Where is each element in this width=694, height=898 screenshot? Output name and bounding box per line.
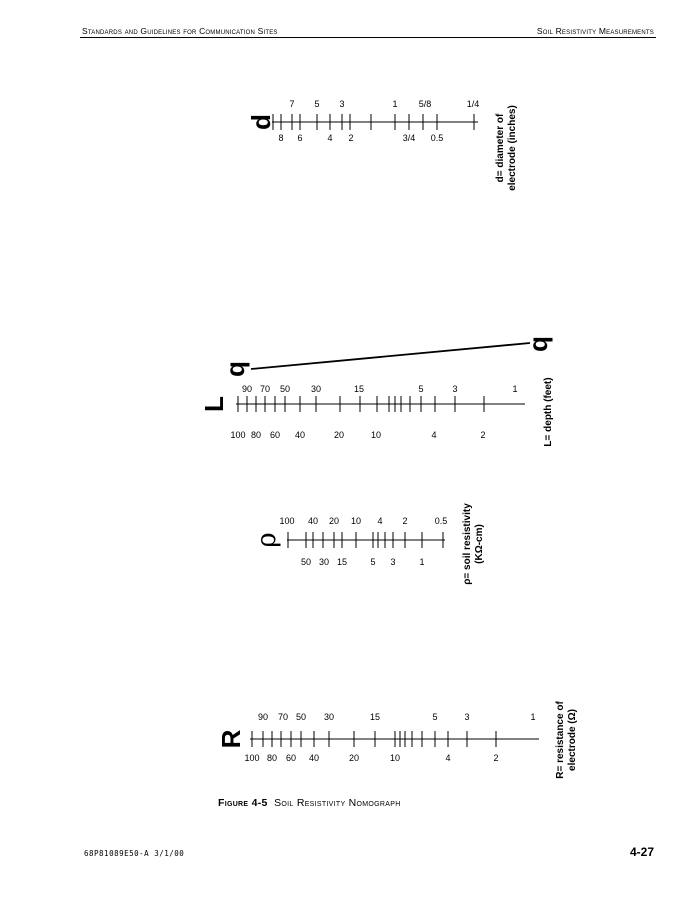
tick-label: 40 xyxy=(307,516,319,526)
tick-label: 10 xyxy=(389,753,401,763)
tick-label: 80 xyxy=(266,753,278,763)
tick-label: 7 xyxy=(289,99,295,109)
tick-label: 90 xyxy=(257,712,269,722)
tick-label: 4 xyxy=(445,753,451,763)
tick-label: 90 xyxy=(241,384,253,394)
scale-L-top-labels xyxy=(242,384,518,394)
tick-label: 15 xyxy=(336,557,348,567)
scale-L-bottom-labels xyxy=(230,430,485,440)
tick-label: 100 xyxy=(279,516,295,526)
tick-label: 3/4 xyxy=(402,133,416,143)
tick-label: 20 xyxy=(333,430,345,440)
scale-L-title: L= depth (feet) xyxy=(543,377,554,447)
scale-R xyxy=(216,701,578,779)
tick-label: 8 xyxy=(278,133,284,143)
tick-label: 4 xyxy=(431,430,437,440)
tick-label: 5 xyxy=(370,557,376,567)
scale-d-bottom-labels xyxy=(278,133,443,143)
scale-rho xyxy=(252,503,485,585)
scale-d-title-line: d= diameter of xyxy=(495,113,506,183)
tick-label: 3 xyxy=(464,712,470,722)
scale-d-title xyxy=(495,105,518,191)
scale-L-symbol: L xyxy=(198,396,229,412)
figure-number: Figure 4-5 xyxy=(218,797,268,809)
tick-label: 3 xyxy=(390,557,396,567)
tick-label: 100 xyxy=(244,753,260,763)
figure-title: Soil Resistivity Nomograph xyxy=(274,797,401,809)
tick-label: 30 xyxy=(323,712,335,722)
scale-rho-title xyxy=(462,503,485,585)
tick-label: 1 xyxy=(419,557,425,567)
tick-label: 10 xyxy=(350,516,362,526)
tick-label: 2 xyxy=(402,516,408,526)
scale-rho-top-labels xyxy=(279,516,447,526)
pivot-q-left: q xyxy=(219,361,250,377)
tick-label: 70 xyxy=(259,384,271,394)
scale-d-title-line: electrode (inches) xyxy=(507,105,518,191)
tick-label: 80 xyxy=(250,430,262,440)
pivot-q-right: q xyxy=(522,336,553,352)
tick-label: 15 xyxy=(353,384,365,394)
tick-label: 6 xyxy=(297,133,303,143)
tick-label: 5 xyxy=(418,384,424,394)
tick-label: 20 xyxy=(328,516,340,526)
scale-R-symbol: R xyxy=(215,729,246,749)
scale-R-title xyxy=(555,701,578,779)
tick-label: 0.5 xyxy=(434,516,448,526)
scale-R-title-line: R= resistance of xyxy=(555,701,566,779)
tick-label: 50 xyxy=(300,557,312,567)
tick-label: 50 xyxy=(295,712,307,722)
tick-label: 2 xyxy=(493,753,499,763)
scale-R-top-labels xyxy=(258,712,536,722)
scale-rho-title-line: ρ= soil resistivity xyxy=(462,503,473,585)
running-header-right: Soil Resistivity Measurements xyxy=(536,26,654,36)
scale-R-title-line: electrode (Ω) xyxy=(567,709,578,771)
tick-label: 10 xyxy=(370,430,382,440)
tick-label: 2 xyxy=(480,430,486,440)
scale-L xyxy=(199,336,554,447)
tick-label: 40 xyxy=(294,430,306,440)
tick-label: 100 xyxy=(230,430,246,440)
tick-label: 2 xyxy=(348,133,354,143)
tick-label: 4 xyxy=(377,516,383,526)
tick-label: 60 xyxy=(269,430,281,440)
scale-d-top-labels xyxy=(289,99,479,109)
tick-label: 1/4 xyxy=(466,99,480,109)
tick-label: 30 xyxy=(310,384,322,394)
tick-label: 5/8 xyxy=(418,99,432,109)
tick-label: 20 xyxy=(348,753,360,763)
scale-rho-title-line: (KΩ-cm) xyxy=(474,524,485,564)
tick-label: 1 xyxy=(512,384,518,394)
tick-label: 15 xyxy=(369,712,381,722)
tick-label: 5 xyxy=(314,99,320,109)
tick-label: 1 xyxy=(530,712,536,722)
tick-label: 60 xyxy=(285,753,297,763)
scale-R-bottom-labels xyxy=(244,753,498,763)
running-header-left: Standards and Guidelines for Communication Sites xyxy=(82,26,278,36)
tick-label: 70 xyxy=(277,712,289,722)
tick-label: 40 xyxy=(308,753,320,763)
scale-d-symbol: d xyxy=(245,114,276,130)
tick-label: 4 xyxy=(327,133,333,143)
scale-rho-bottom-labels xyxy=(301,557,425,567)
scale-rho-symbol: ρ xyxy=(252,532,282,548)
tick-label: 5 xyxy=(432,712,438,722)
tick-label: 3 xyxy=(452,384,458,394)
scale-d xyxy=(246,99,518,191)
tick-label: 1 xyxy=(392,99,398,109)
figure-caption xyxy=(218,797,401,809)
footer-doc-id: 68P81089E50-A 3/1/00 xyxy=(84,849,185,858)
page-number: 4-27 xyxy=(629,845,654,859)
tick-label: 50 xyxy=(279,384,291,394)
tick-label: 30 xyxy=(318,557,330,567)
tick-label: 3 xyxy=(339,99,345,109)
tick-label: 0.5 xyxy=(430,133,444,143)
pivot-line xyxy=(251,343,530,369)
